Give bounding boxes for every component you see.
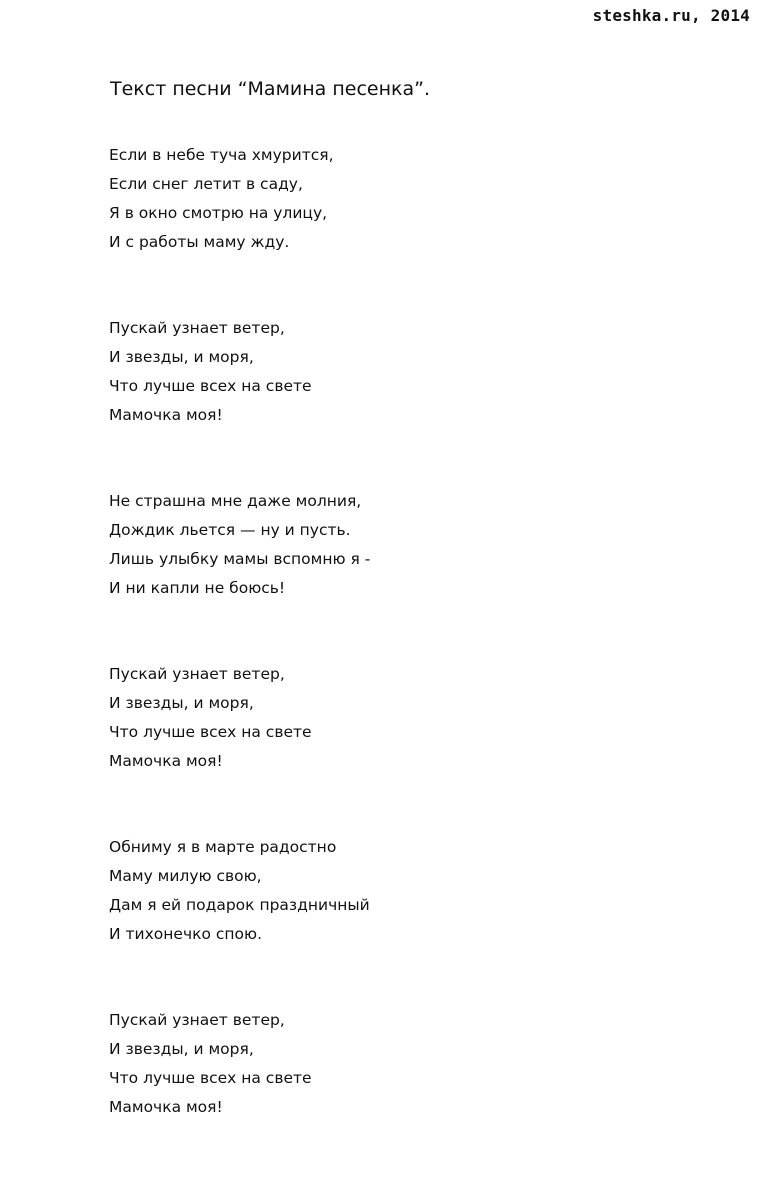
lyric-line: И ни капли не боюсь! xyxy=(109,579,286,597)
lyric-line: И с работы маму жду. xyxy=(109,233,290,251)
stanza-chorus-3 xyxy=(109,1006,729,1122)
lyric-line: Маму милую свою, xyxy=(109,867,262,885)
lyric-line: Дождик льется — ну и пусть. xyxy=(109,521,351,539)
stanza-verse-1 xyxy=(109,141,729,257)
lyric-line: И тихонечко спою. xyxy=(109,925,262,943)
lyric-line: Лишь улыбку мамы вспомню я - xyxy=(109,550,371,568)
lyric-line: Пускай узнает ветер, xyxy=(109,665,285,683)
lyric-line: Обниму я в марте радостно xyxy=(109,838,337,856)
lyric-line: Если в небе туча хмурится, xyxy=(109,146,334,164)
lyric-line: Если снег летит в саду, xyxy=(109,175,303,193)
lyric-line: И звезды, и моря, xyxy=(109,348,254,366)
stanza-verse-2 xyxy=(109,487,729,603)
stanza-verse-3 xyxy=(109,833,729,949)
page-title: Текст песни “Мамина песенка”. xyxy=(110,78,431,100)
site-credit: steshka.ru, 2014 xyxy=(592,6,750,25)
lyric-line: Я в окно смотрю на улицу, xyxy=(109,204,328,222)
lyric-line: Дам я ей подарок праздничный xyxy=(109,896,370,914)
lyric-line: Не страшна мне даже молния, xyxy=(109,492,362,510)
lyric-line: И звезды, и моря, xyxy=(109,694,254,712)
lyric-line: И звезды, и моря, xyxy=(109,1040,254,1058)
lyric-line: Что лучше всех на свете xyxy=(109,1069,312,1087)
stanza-chorus-1 xyxy=(109,314,729,430)
lyric-line: Пускай узнает ветер, xyxy=(109,1011,285,1029)
lyric-line: Пускай узнает ветер, xyxy=(109,319,285,337)
lyric-line: Что лучше всех на свете xyxy=(109,723,312,741)
lyric-line: Мамочка моя! xyxy=(109,1098,223,1116)
lyric-line: Мамочка моя! xyxy=(109,406,223,424)
lyric-line: Мамочка моя! xyxy=(109,752,223,770)
lyric-line: Что лучше всех на свете xyxy=(109,377,312,395)
stanza-chorus-2 xyxy=(109,660,729,776)
lyrics-body xyxy=(109,141,729,1179)
